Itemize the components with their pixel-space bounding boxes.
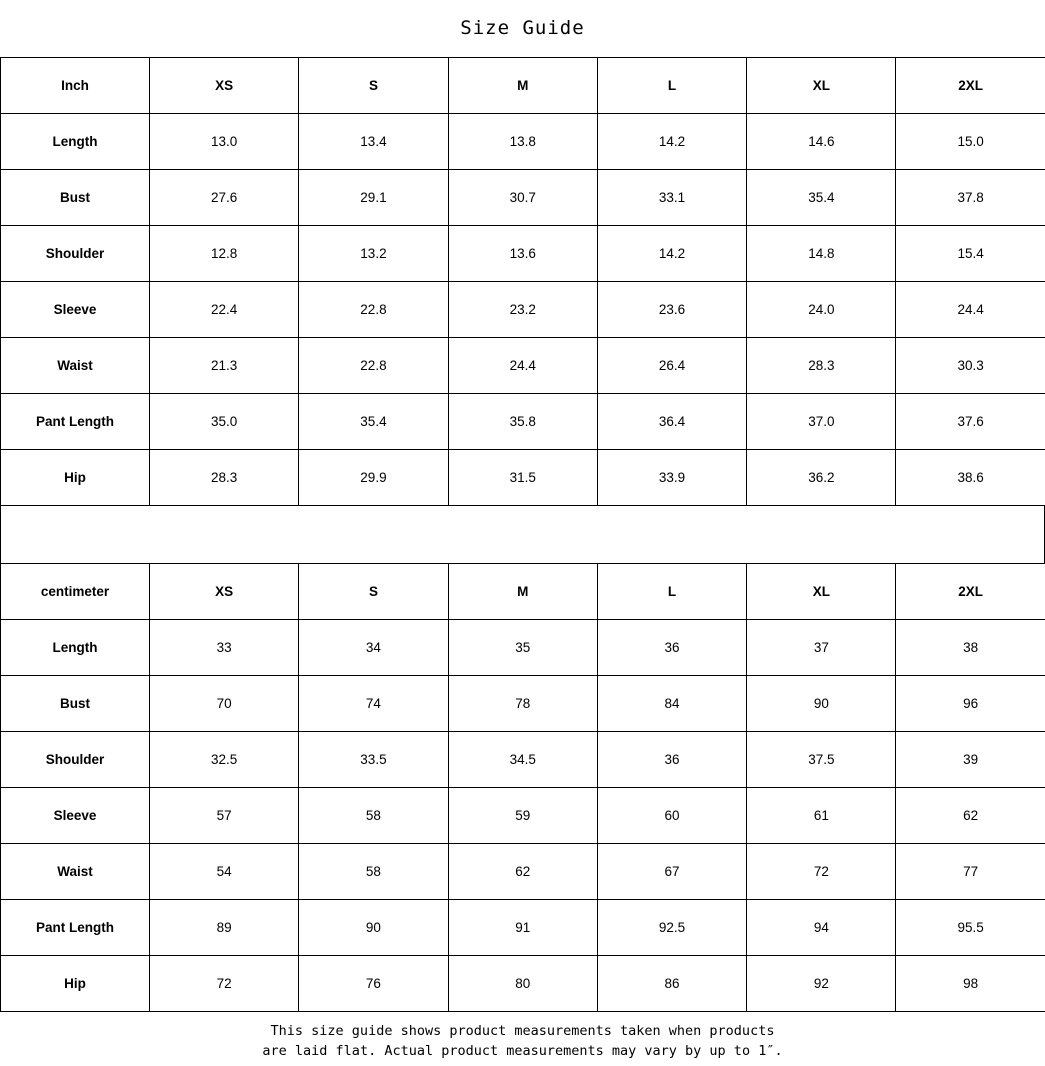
footnote [0, 1012, 1045, 1066]
row-label-shoulder: Shoulder [1, 732, 150, 788]
table-row [1, 620, 1045, 676]
table-row [1, 114, 1045, 170]
column-header-2xl: 2XL [896, 564, 1045, 620]
cell-length-m: 35 [448, 620, 597, 676]
row-label-shoulder: Shoulder [1, 226, 150, 282]
cell-waist-2xl: 77 [896, 844, 1045, 900]
cell-hip-2xl: 38.6 [896, 450, 1045, 506]
cell-sleeve-xl: 61 [747, 788, 896, 844]
column-header-s: S [299, 564, 448, 620]
cell-shoulder-2xl: 15.4 [896, 226, 1045, 282]
size-table-inch [0, 57, 1045, 506]
row-label-length: Length [1, 114, 150, 170]
table-row [1, 788, 1045, 844]
table-row [1, 226, 1045, 282]
row-label-bust: Bust [1, 676, 150, 732]
table-row [1, 844, 1045, 900]
cell-length-s: 34 [299, 620, 448, 676]
cell-pant-length-xs: 89 [150, 900, 299, 956]
column-header-s: S [299, 58, 448, 114]
cell-waist-s: 58 [299, 844, 448, 900]
cell-sleeve-2xl: 24.4 [896, 282, 1045, 338]
cell-length-s: 13.4 [299, 114, 448, 170]
cell-sleeve-l: 60 [597, 788, 746, 844]
unit-label-centimeter: centimeter [1, 564, 150, 620]
cell-waist-xl: 72 [747, 844, 896, 900]
column-header-xl: XL [747, 58, 896, 114]
table-row [1, 676, 1045, 732]
cell-length-xl: 37 [747, 620, 896, 676]
cell-length-2xl: 15.0 [896, 114, 1045, 170]
row-label-hip: Hip [1, 956, 150, 1012]
table-header-row [1, 564, 1045, 620]
cell-shoulder-xs: 12.8 [150, 226, 299, 282]
page-title: Size Guide [460, 17, 585, 39]
cell-sleeve-s: 22.8 [299, 282, 448, 338]
cell-sleeve-xs: 57 [150, 788, 299, 844]
cell-pant-length-xs: 35.0 [150, 394, 299, 450]
column-header-l: L [597, 58, 746, 114]
cell-shoulder-m: 34.5 [448, 732, 597, 788]
cell-hip-m: 31.5 [448, 450, 597, 506]
cell-waist-m: 62 [448, 844, 597, 900]
cell-sleeve-xl: 24.0 [747, 282, 896, 338]
cell-bust-l: 33.1 [597, 170, 746, 226]
row-label-hip: Hip [1, 450, 150, 506]
row-label-waist: Waist [1, 844, 150, 900]
cell-pant-length-l: 36.4 [597, 394, 746, 450]
cell-shoulder-l: 36 [597, 732, 746, 788]
cell-sleeve-2xl: 62 [896, 788, 1045, 844]
column-header-m: M [448, 564, 597, 620]
cell-pant-length-xl: 37.0 [747, 394, 896, 450]
cell-shoulder-l: 14.2 [597, 226, 746, 282]
cell-hip-xs: 72 [150, 956, 299, 1012]
cell-bust-xs: 70 [150, 676, 299, 732]
cell-bust-l: 84 [597, 676, 746, 732]
cell-length-m: 13.8 [448, 114, 597, 170]
footnote-line-1: This size guide shows product measurements taken when products [270, 1023, 775, 1039]
cell-waist-xl: 28.3 [747, 338, 896, 394]
cell-bust-2xl: 37.8 [896, 170, 1045, 226]
cell-bust-s: 74 [299, 676, 448, 732]
cell-length-xs: 33 [150, 620, 299, 676]
cell-pant-length-2xl: 95.5 [896, 900, 1045, 956]
cell-bust-s: 29.1 [299, 170, 448, 226]
column-header-xl: XL [747, 564, 896, 620]
cell-bust-m: 30.7 [448, 170, 597, 226]
column-header-l: L [597, 564, 746, 620]
table-row [1, 394, 1045, 450]
cell-bust-xl: 35.4 [747, 170, 896, 226]
cell-length-xl: 14.6 [747, 114, 896, 170]
cell-hip-l: 33.9 [597, 450, 746, 506]
cell-hip-2xl: 98 [896, 956, 1045, 1012]
cell-hip-xs: 28.3 [150, 450, 299, 506]
column-header-xs: XS [150, 58, 299, 114]
cell-waist-s: 22.8 [299, 338, 448, 394]
cell-pant-length-m: 35.8 [448, 394, 597, 450]
cell-bust-xs: 27.6 [150, 170, 299, 226]
row-label-sleeve: Sleeve [1, 282, 150, 338]
cell-sleeve-xs: 22.4 [150, 282, 299, 338]
table-row [1, 900, 1045, 956]
cell-shoulder-2xl: 39 [896, 732, 1045, 788]
table-row [1, 170, 1045, 226]
column-header-xs: XS [150, 564, 299, 620]
table-header-row [1, 58, 1045, 114]
cell-bust-2xl: 96 [896, 676, 1045, 732]
cell-shoulder-xl: 37.5 [747, 732, 896, 788]
row-label-waist: Waist [1, 338, 150, 394]
cell-length-l: 36 [597, 620, 746, 676]
cell-hip-xl: 92 [747, 956, 896, 1012]
cell-sleeve-m: 23.2 [448, 282, 597, 338]
table-row [1, 956, 1045, 1012]
cell-sleeve-s: 58 [299, 788, 448, 844]
cell-waist-m: 24.4 [448, 338, 597, 394]
cell-hip-s: 29.9 [299, 450, 448, 506]
footnote-line-2: are laid flat. Actual product measurements may vary by up to 1″. [262, 1043, 783, 1059]
cell-hip-xl: 36.2 [747, 450, 896, 506]
cell-sleeve-l: 23.6 [597, 282, 746, 338]
cell-waist-xs: 21.3 [150, 338, 299, 394]
cell-waist-2xl: 30.3 [896, 338, 1045, 394]
column-header-m: M [448, 58, 597, 114]
cell-pant-length-l: 92.5 [597, 900, 746, 956]
cell-waist-l: 67 [597, 844, 746, 900]
column-header-2xl: 2XL [896, 58, 1045, 114]
cell-hip-l: 86 [597, 956, 746, 1012]
row-label-pant-length: Pant Length [1, 900, 150, 956]
cell-waist-l: 26.4 [597, 338, 746, 394]
row-label-length: Length [1, 620, 150, 676]
table-row [1, 338, 1045, 394]
cell-length-2xl: 38 [896, 620, 1045, 676]
cell-shoulder-s: 33.5 [299, 732, 448, 788]
cell-pant-length-s: 35.4 [299, 394, 448, 450]
cell-hip-s: 76 [299, 956, 448, 1012]
size-table-centimeter [0, 563, 1045, 1012]
cell-pant-length-s: 90 [299, 900, 448, 956]
table-gap-divider [0, 506, 1045, 563]
table-row [1, 282, 1045, 338]
cell-bust-xl: 90 [747, 676, 896, 732]
table-row [1, 450, 1045, 506]
cell-pant-length-xl: 94 [747, 900, 896, 956]
cell-length-l: 14.2 [597, 114, 746, 170]
cell-length-xs: 13.0 [150, 114, 299, 170]
cell-waist-xs: 54 [150, 844, 299, 900]
cell-shoulder-xl: 14.8 [747, 226, 896, 282]
cell-shoulder-s: 13.2 [299, 226, 448, 282]
cell-shoulder-xs: 32.5 [150, 732, 299, 788]
cell-pant-length-2xl: 37.6 [896, 394, 1045, 450]
cell-pant-length-m: 91 [448, 900, 597, 956]
row-label-sleeve: Sleeve [1, 788, 150, 844]
cell-shoulder-m: 13.6 [448, 226, 597, 282]
unit-label-inch: Inch [1, 58, 150, 114]
cell-sleeve-m: 59 [448, 788, 597, 844]
row-label-pant-length: Pant Length [1, 394, 150, 450]
cell-hip-m: 80 [448, 956, 597, 1012]
cell-bust-m: 78 [448, 676, 597, 732]
table-row [1, 732, 1045, 788]
row-label-bust: Bust [1, 170, 150, 226]
